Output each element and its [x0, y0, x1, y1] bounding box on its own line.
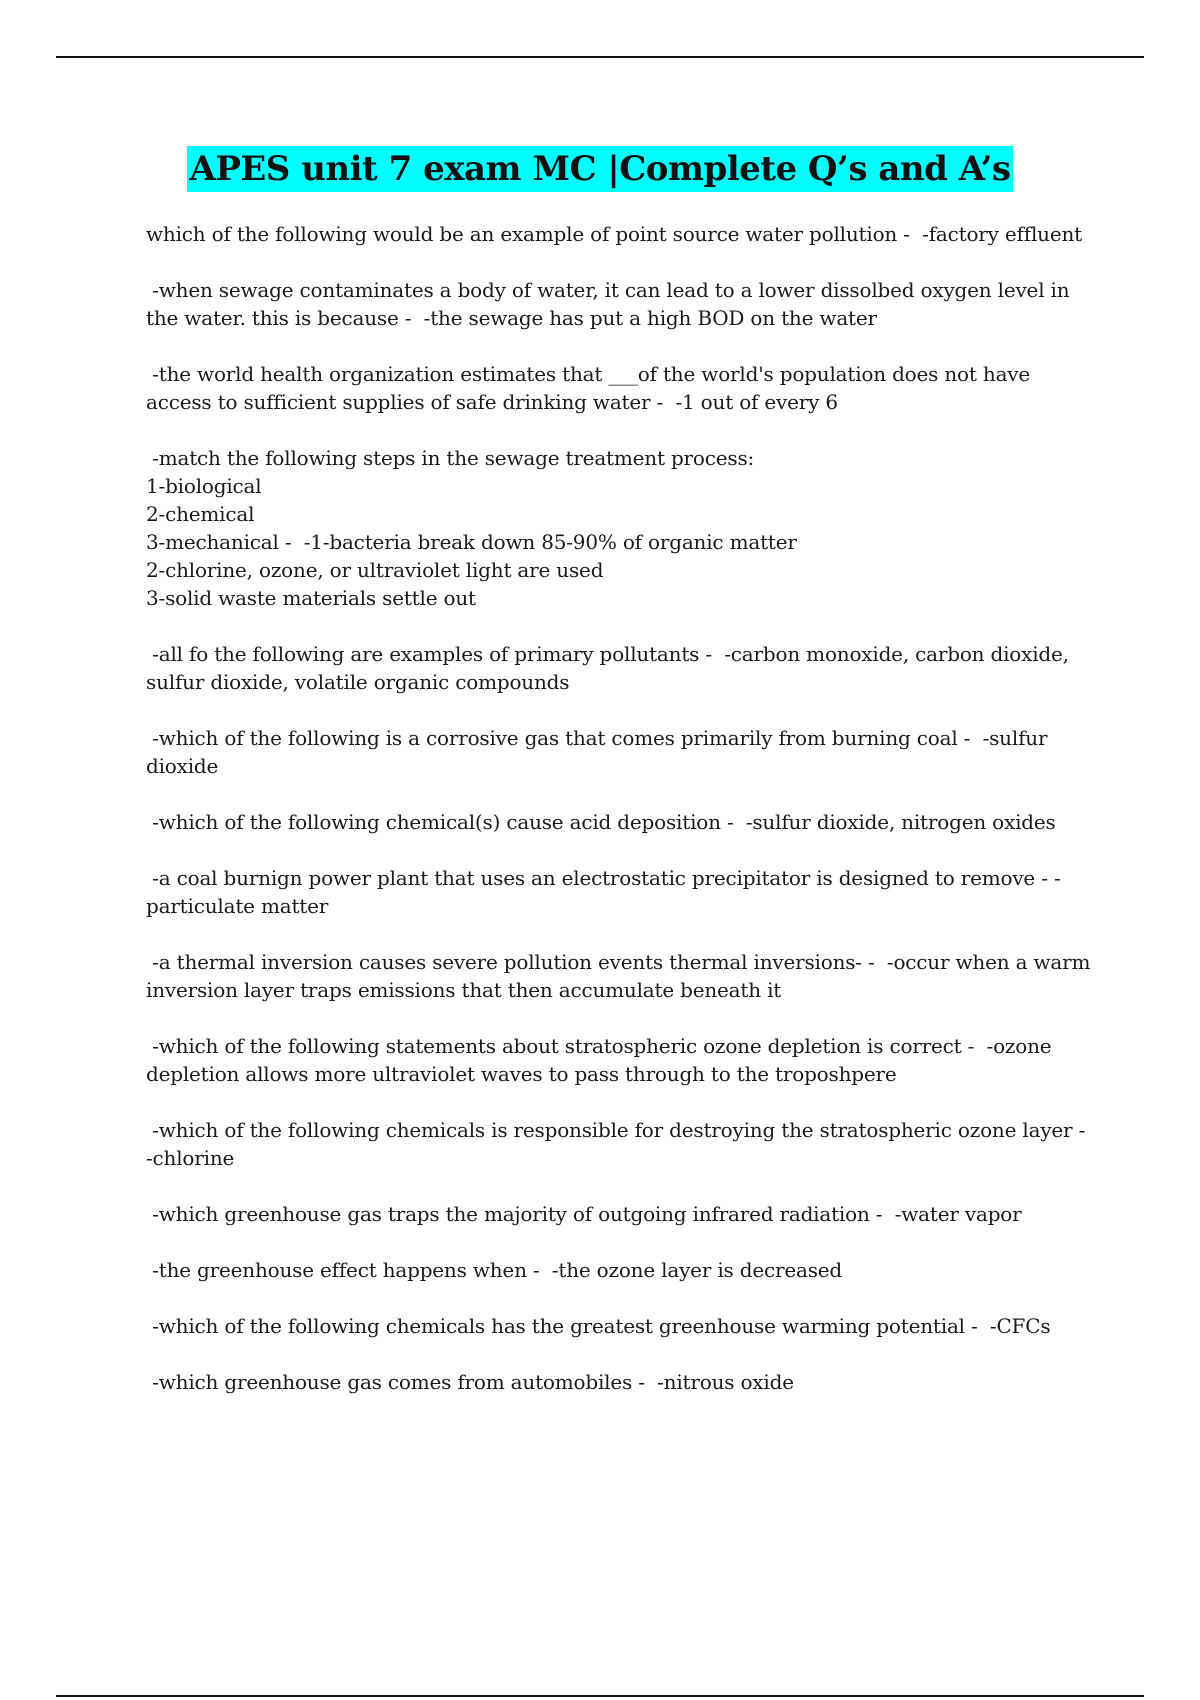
answer-text: -water vapor — [888, 1202, 1022, 1226]
qa-item — [146, 864, 1096, 920]
answer-text: -factory effluent — [915, 222, 1082, 246]
top-rule — [56, 56, 1144, 58]
question-text: -which of the following chemical(s) cause acid deposition - — [146, 810, 740, 834]
qa-item — [146, 360, 1096, 416]
answer-text: -nitrous oxide — [650, 1370, 794, 1394]
question-text: -which greenhouse gas comes from automobiles - — [146, 1370, 651, 1394]
qa-item — [146, 808, 1096, 836]
answer-text: -sulfur dioxide — [146, 726, 1054, 778]
qa-item — [146, 1256, 1096, 1284]
question-text: -the world health organization estimates that ___of the world's population does not have access to sufficient supplies of safe drinking water - — [146, 362, 1037, 414]
qa-item — [146, 276, 1096, 332]
question-text: -match the following steps in the sewage treatment process: 1-biological 2-chemical 3-mechanical - — [146, 446, 755, 554]
qa-list — [146, 220, 1096, 1424]
bottom-rule — [56, 1695, 1144, 1697]
qa-item — [146, 1368, 1096, 1396]
qa-item — [146, 640, 1096, 696]
question-text: -which greenhouse gas traps the majority of outgoing infrared radiation - — [146, 1202, 889, 1226]
answer-text: -1 out of every 6 — [669, 390, 838, 414]
title-container — [0, 146, 1200, 192]
qa-item — [146, 220, 1096, 248]
qa-item — [146, 1200, 1096, 1228]
question-text: -which of the following is a corrosive gas that comes primarily from burning coal - — [146, 726, 977, 750]
question-text: -when sewage contaminates a body of water, it can lead to a lower dissolbed oxygen level in the water. this is because - — [146, 278, 1076, 330]
answer-text: -the sewage has put a high BOD on the water — [417, 306, 877, 330]
qa-item — [146, 724, 1096, 780]
document-title: APES unit 7 exam MC |Complete Q’s and A’s — [187, 146, 1012, 192]
question-text: -which of the following chemicals has the greatest greenhouse warming potential - — [146, 1314, 984, 1338]
answer-text: -CFCs — [983, 1314, 1051, 1338]
answer-text: -the ozone layer is decreased — [545, 1258, 843, 1282]
qa-item — [146, 1312, 1096, 1340]
answer-text: -carbon monoxide, carbon dioxide, sulfur dioxide, volatile organic compounds — [146, 642, 1075, 694]
answer-text: -sulfur dioxide, nitrogen oxides — [739, 810, 1056, 834]
question-text: -the greenhouse effect happens when - — [146, 1258, 546, 1282]
question-text: -which of the following statements about stratospheric ozone depletion is correct - — [146, 1034, 981, 1058]
qa-item — [146, 1116, 1096, 1172]
question-text: which of the following would be an example of point source water pollution - — [146, 222, 916, 246]
answer-text: -ozone depletion allows more ultraviolet waves to pass through to the troposhpere — [146, 1034, 1058, 1086]
answer-text: -particulate matter — [146, 866, 1061, 918]
question-text: -all fo the following are examples of primary pollutants - — [146, 642, 719, 666]
question-text: -a thermal inversion causes severe pollution events thermal inversions- - — [146, 950, 881, 974]
qa-item — [146, 444, 1096, 612]
qa-item — [146, 1032, 1096, 1088]
answer-text: -1-bacteria break down 85-90% of organic matter 2-chlorine, ozone, or ultraviolet light are used 3-solid waste materials settle out — [146, 530, 797, 610]
qa-item — [146, 948, 1096, 1004]
question-text: -a coal burnign power plant that uses an electrostatic precipitator is designed to remove - — [146, 866, 1054, 890]
answer-text: -occur when a warm inversion layer traps emissions that then accumulate beneath it — [146, 950, 1097, 1002]
question-text: -which of the following chemicals is responsible for destroying the stratospheric ozone layer - — [146, 1118, 1092, 1142]
answer-text: -chlorine — [146, 1118, 1098, 1170]
